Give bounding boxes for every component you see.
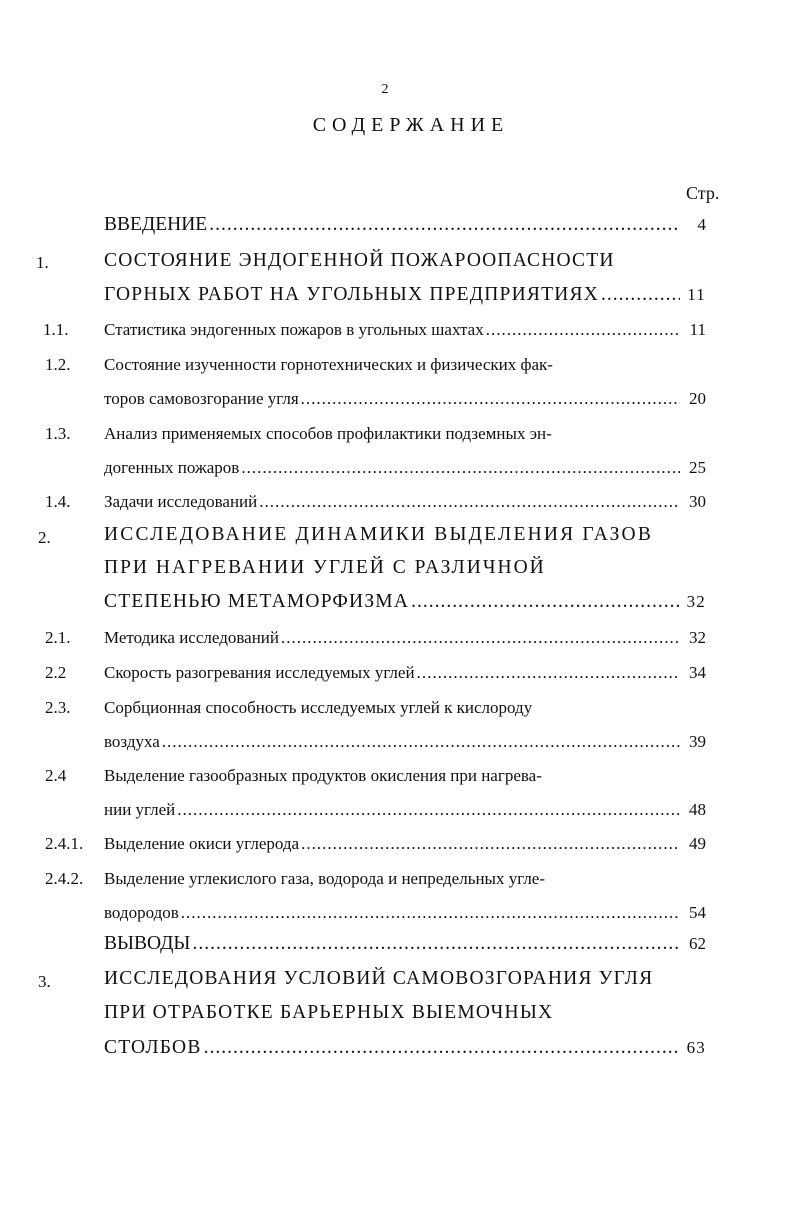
- toc-entry: [104, 869, 706, 889]
- toc-entry-title: Задачи исследований: [104, 492, 258, 511]
- toc-entry-page: 63: [686, 1038, 706, 1057]
- dot-leader: [192, 933, 680, 955]
- toc-entry-title: Состояние изученности горнотехнических и физических фак-: [104, 355, 553, 374]
- toc-entry: [104, 284, 706, 306]
- dot-leader: [301, 389, 680, 409]
- toc-entry: [104, 698, 706, 718]
- toc-entry: [104, 492, 706, 512]
- dot-leader: [162, 732, 680, 752]
- toc-entry-number: 1.: [36, 253, 49, 272]
- toc-entry-title: СОСТОЯНИЕ ЭНДОГЕННОЙ ПОЖАРООПАСНОСТИ: [104, 250, 615, 271]
- dot-leader: [204, 1037, 680, 1059]
- toc-entry-page: 54: [689, 903, 706, 922]
- toc-entry: [104, 214, 706, 236]
- toc-entry-title-cont: торов самовозгорание угля: [104, 389, 299, 408]
- toc-entry-title-cont: воздуха: [104, 732, 160, 751]
- toc-entry: [104, 524, 706, 546]
- toc-entry-title: Статистика эндогенных пожаров в угольных шахтах: [104, 320, 484, 339]
- toc-entry: [104, 557, 706, 579]
- toc-entry-title-cont: СТЕПЕНЬЮ МЕТАМОРФИЗМА: [104, 591, 410, 612]
- toc-entry-title-cont: ПРИ ОТРАБОТКЕ БАРЬЕРНЫХ ВЫЕМОЧНЫХ: [104, 1002, 554, 1023]
- toc-entry: [104, 933, 706, 955]
- toc-entry: [104, 389, 706, 409]
- toc-entry-title-cont: нии углей: [104, 800, 176, 819]
- toc-entry-title-cont: СТОЛБОВ: [104, 1037, 202, 1058]
- toc-entry: [104, 355, 706, 375]
- toc-entry: [104, 663, 706, 683]
- toc-entry-number: 1.4.: [45, 492, 71, 511]
- toc-entry-title: Анализ применяемых способов профилактики подземных эн-: [104, 424, 552, 443]
- toc-entry-number: 2.3.: [45, 698, 71, 717]
- toc-entry-title-cont: ГОРНЫХ РАБОТ НА УГОЛЬНЫХ ПРЕДПРИЯТИЯХ: [104, 284, 599, 305]
- toc-entry-number: 2.2: [45, 663, 67, 682]
- toc-entry: [104, 628, 706, 648]
- toc-entry-title: ИССЛЕДОВАНИЯ УСЛОВИЙ САМОВОЗГОРАНИЯ УГЛЯ: [104, 968, 654, 989]
- toc-entry-number: 2.4: [45, 766, 67, 785]
- toc-entry-number: 1.3.: [45, 424, 71, 443]
- toc-entry-page: 39: [689, 732, 706, 751]
- dot-leader: [411, 591, 680, 613]
- toc-entry-title-cont: догенных пожаров: [104, 458, 240, 477]
- dot-leader: [301, 834, 680, 854]
- toc-entry-page: 4: [697, 215, 706, 234]
- page-title: СОДЕРЖАНИЕ: [312, 114, 510, 136]
- toc-entry: [104, 1037, 706, 1059]
- toc-entry-page: 11: [687, 285, 706, 304]
- toc-entry-title: Скорость разогревания исследуемых углей: [104, 663, 415, 682]
- toc-entry-title: Методика исследований: [104, 628, 279, 647]
- toc-entry: [104, 732, 706, 752]
- dot-leader: [209, 214, 680, 236]
- toc-entry: [104, 320, 706, 340]
- toc-entry-page: 25: [689, 458, 706, 477]
- toc-entry: [104, 903, 706, 923]
- dot-leader: [281, 628, 680, 648]
- toc-entry-title-cont: водородов: [104, 903, 179, 922]
- dot-leader: [259, 492, 680, 512]
- dot-leader: [177, 800, 680, 820]
- toc-entry-number: 2.4.2.: [45, 869, 84, 888]
- toc-entry-title: Сорбционная способность исследуемых углей к кислороду: [104, 698, 533, 717]
- toc-entry-page: 32: [686, 592, 706, 611]
- toc-entry-page: 49: [689, 834, 706, 853]
- toc-entry: [104, 1002, 706, 1024]
- toc-entry-number: 1.1.: [43, 320, 69, 339]
- toc-entry-page: 34: [689, 663, 706, 682]
- toc-entry-title: ВВЕДЕНИЕ: [104, 214, 208, 235]
- page-number: 2: [381, 82, 389, 97]
- toc-entry-title: ВЫВОДЫ: [104, 933, 191, 954]
- toc-entry-page: 62: [689, 934, 706, 953]
- toc-entry-page: 11: [689, 320, 706, 339]
- toc-entry-number: 3.: [38, 972, 51, 991]
- toc-entry-number: 2.1.: [45, 628, 71, 647]
- toc-entry-page: 20: [689, 389, 706, 408]
- toc-entry-number: 2.4.1.: [45, 834, 84, 853]
- toc-entry-title: Выделение углекислого газа, водорода и непредельных угле-: [104, 869, 546, 888]
- toc-entry: [104, 968, 706, 990]
- toc-entry: [104, 424, 706, 444]
- toc-entry: [104, 458, 706, 478]
- dot-leader: [417, 663, 680, 683]
- page-column-label: Стр.: [686, 183, 720, 203]
- toc-entry-title-cont: ПРИ НАГРЕВАНИИ УГЛЕЙ С РАЗЛИЧНОЙ: [104, 557, 546, 578]
- toc-entry: [104, 766, 706, 786]
- toc-entry-number: 1.2.: [45, 355, 71, 374]
- toc-entry-title: ИССЛЕДОВАНИЕ ДИНАМИКИ ВЫДЕЛЕНИЯ ГАЗОВ: [104, 524, 654, 545]
- toc-entry-title: Выделение газообразных продуктов окисления при нагрева-: [104, 766, 542, 785]
- toc-entry-page: 30: [689, 492, 706, 511]
- dot-leader: [601, 284, 680, 306]
- toc-entry-title: Выделение окиси углерода: [104, 834, 300, 853]
- dot-leader: [486, 320, 680, 340]
- dot-leader: [241, 458, 680, 478]
- toc-entry-page: 32: [689, 628, 706, 647]
- toc-entry: [104, 834, 706, 854]
- toc-entry-number: 2.: [38, 528, 51, 547]
- toc-entry: [104, 591, 706, 613]
- toc-entry-page: 48: [689, 800, 706, 819]
- toc-entry: [104, 800, 706, 820]
- dot-leader: [181, 903, 680, 923]
- toc-entry: [104, 250, 706, 272]
